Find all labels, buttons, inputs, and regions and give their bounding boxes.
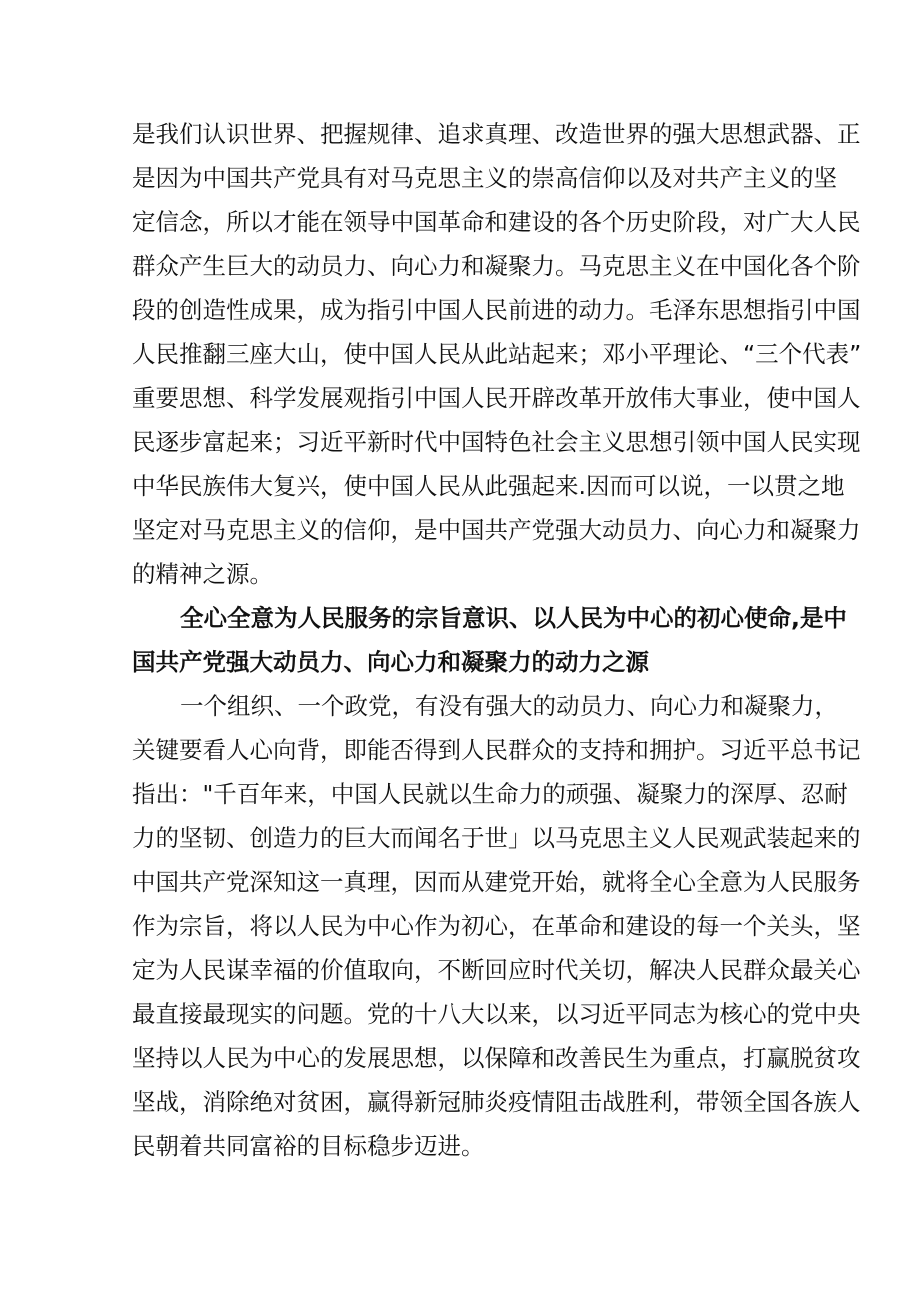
- paragraph-2-line: 一个组织、一个政党，有没有强大的动员力、向心力和凝聚力，: [180, 692, 838, 720]
- paragraph-2-line: 坚持以人民为中心的发展思想，以保障和改善民生为重点，打赢脱贫攻: [132, 1044, 861, 1072]
- paragraph-1-line: 是我们认识世界、把握规律、追求真理、改造世界的强大思想武器、正: [132, 120, 861, 148]
- paragraph-2-line: 民朝着共同富裕的目标稳步迈进。: [132, 1132, 485, 1160]
- paragraph-2-line: 中国共产党深知这一真理，因而从建党开始，就将全心全意为人民服务: [132, 868, 861, 896]
- paragraph-2-line: 关键要看人心向背，即能否得到人民群众的支持和拥护。习近平总书记: [132, 736, 861, 764]
- paragraph-1-line: 群众产生巨大的动员力、向心力和凝聚力。马克思主义在中国化各个阶: [132, 252, 861, 280]
- paragraph-2-line: 定为人民谋幸福的价值取向，不断回应时代关切，解决人民群众最关心: [132, 956, 861, 984]
- section-heading-line: 国共产党强大动员力、向心力和凝聚力的动力之源: [132, 648, 649, 676]
- paragraph-1-line: 中华民族伟大复兴，使中国人民从此强起来.因而可以说，一以贯之地: [132, 472, 845, 500]
- paragraph-1-line: 民逐步富起来；习近平新时代中国特色社会主义思想引领中国人民实现: [132, 428, 861, 456]
- paragraph-2-line: 力的坚韧、创造力的巨大而闻名于世」以马克思主义人民观武装起来的: [132, 824, 861, 852]
- paragraph-2-line: 指出："千百年来，中国人民就以生命力的顽强、凝聚力的深厚、忍耐: [132, 780, 848, 808]
- paragraph-2-line: 坚战，消除绝对贫困，赢得新冠肺炎疫情阻击战胜利，带领全国各族人: [132, 1088, 861, 1116]
- paragraph-2-line: 最直接最现实的问题。党的十八大以来，以习近平同志为核心的党中央: [132, 1000, 861, 1028]
- paragraph-1-line: 段的创造性成果，成为指引中国人民前进的动力。毛泽东思想指引中国: [132, 296, 861, 324]
- paragraph-1-line: 重要思想、科学发展观指引中国人民开辟改革开放伟大事业，使中国人: [132, 384, 861, 412]
- paragraph-1-line: 坚定对马克思主义的信仰，是中国共产党强大动员力、向心力和凝聚力: [132, 516, 861, 544]
- paragraph-1-line: 的精神之源。: [132, 560, 273, 588]
- paragraph-1-line: 定信念，所以才能在领导中国革命和建设的各个历史阶段，对广大人民: [132, 208, 861, 236]
- paragraph-2-line: 作为宗旨，将以人民为中心作为初心，在革命和建设的每一个关头，坚: [132, 912, 861, 940]
- section-heading-line: 全心全意为人民服务的宗旨意识、以人民为中心的初心使命,是中: [180, 604, 847, 632]
- paragraph-1-line: 是因为中国共产党具有对马克思主义的崇高信仰以及对共产主义的坚: [132, 164, 837, 192]
- paragraph-1-line: 人民推翻三座大山，使中国人民从此站起来；邓小平理论、“三个代表”: [132, 340, 862, 368]
